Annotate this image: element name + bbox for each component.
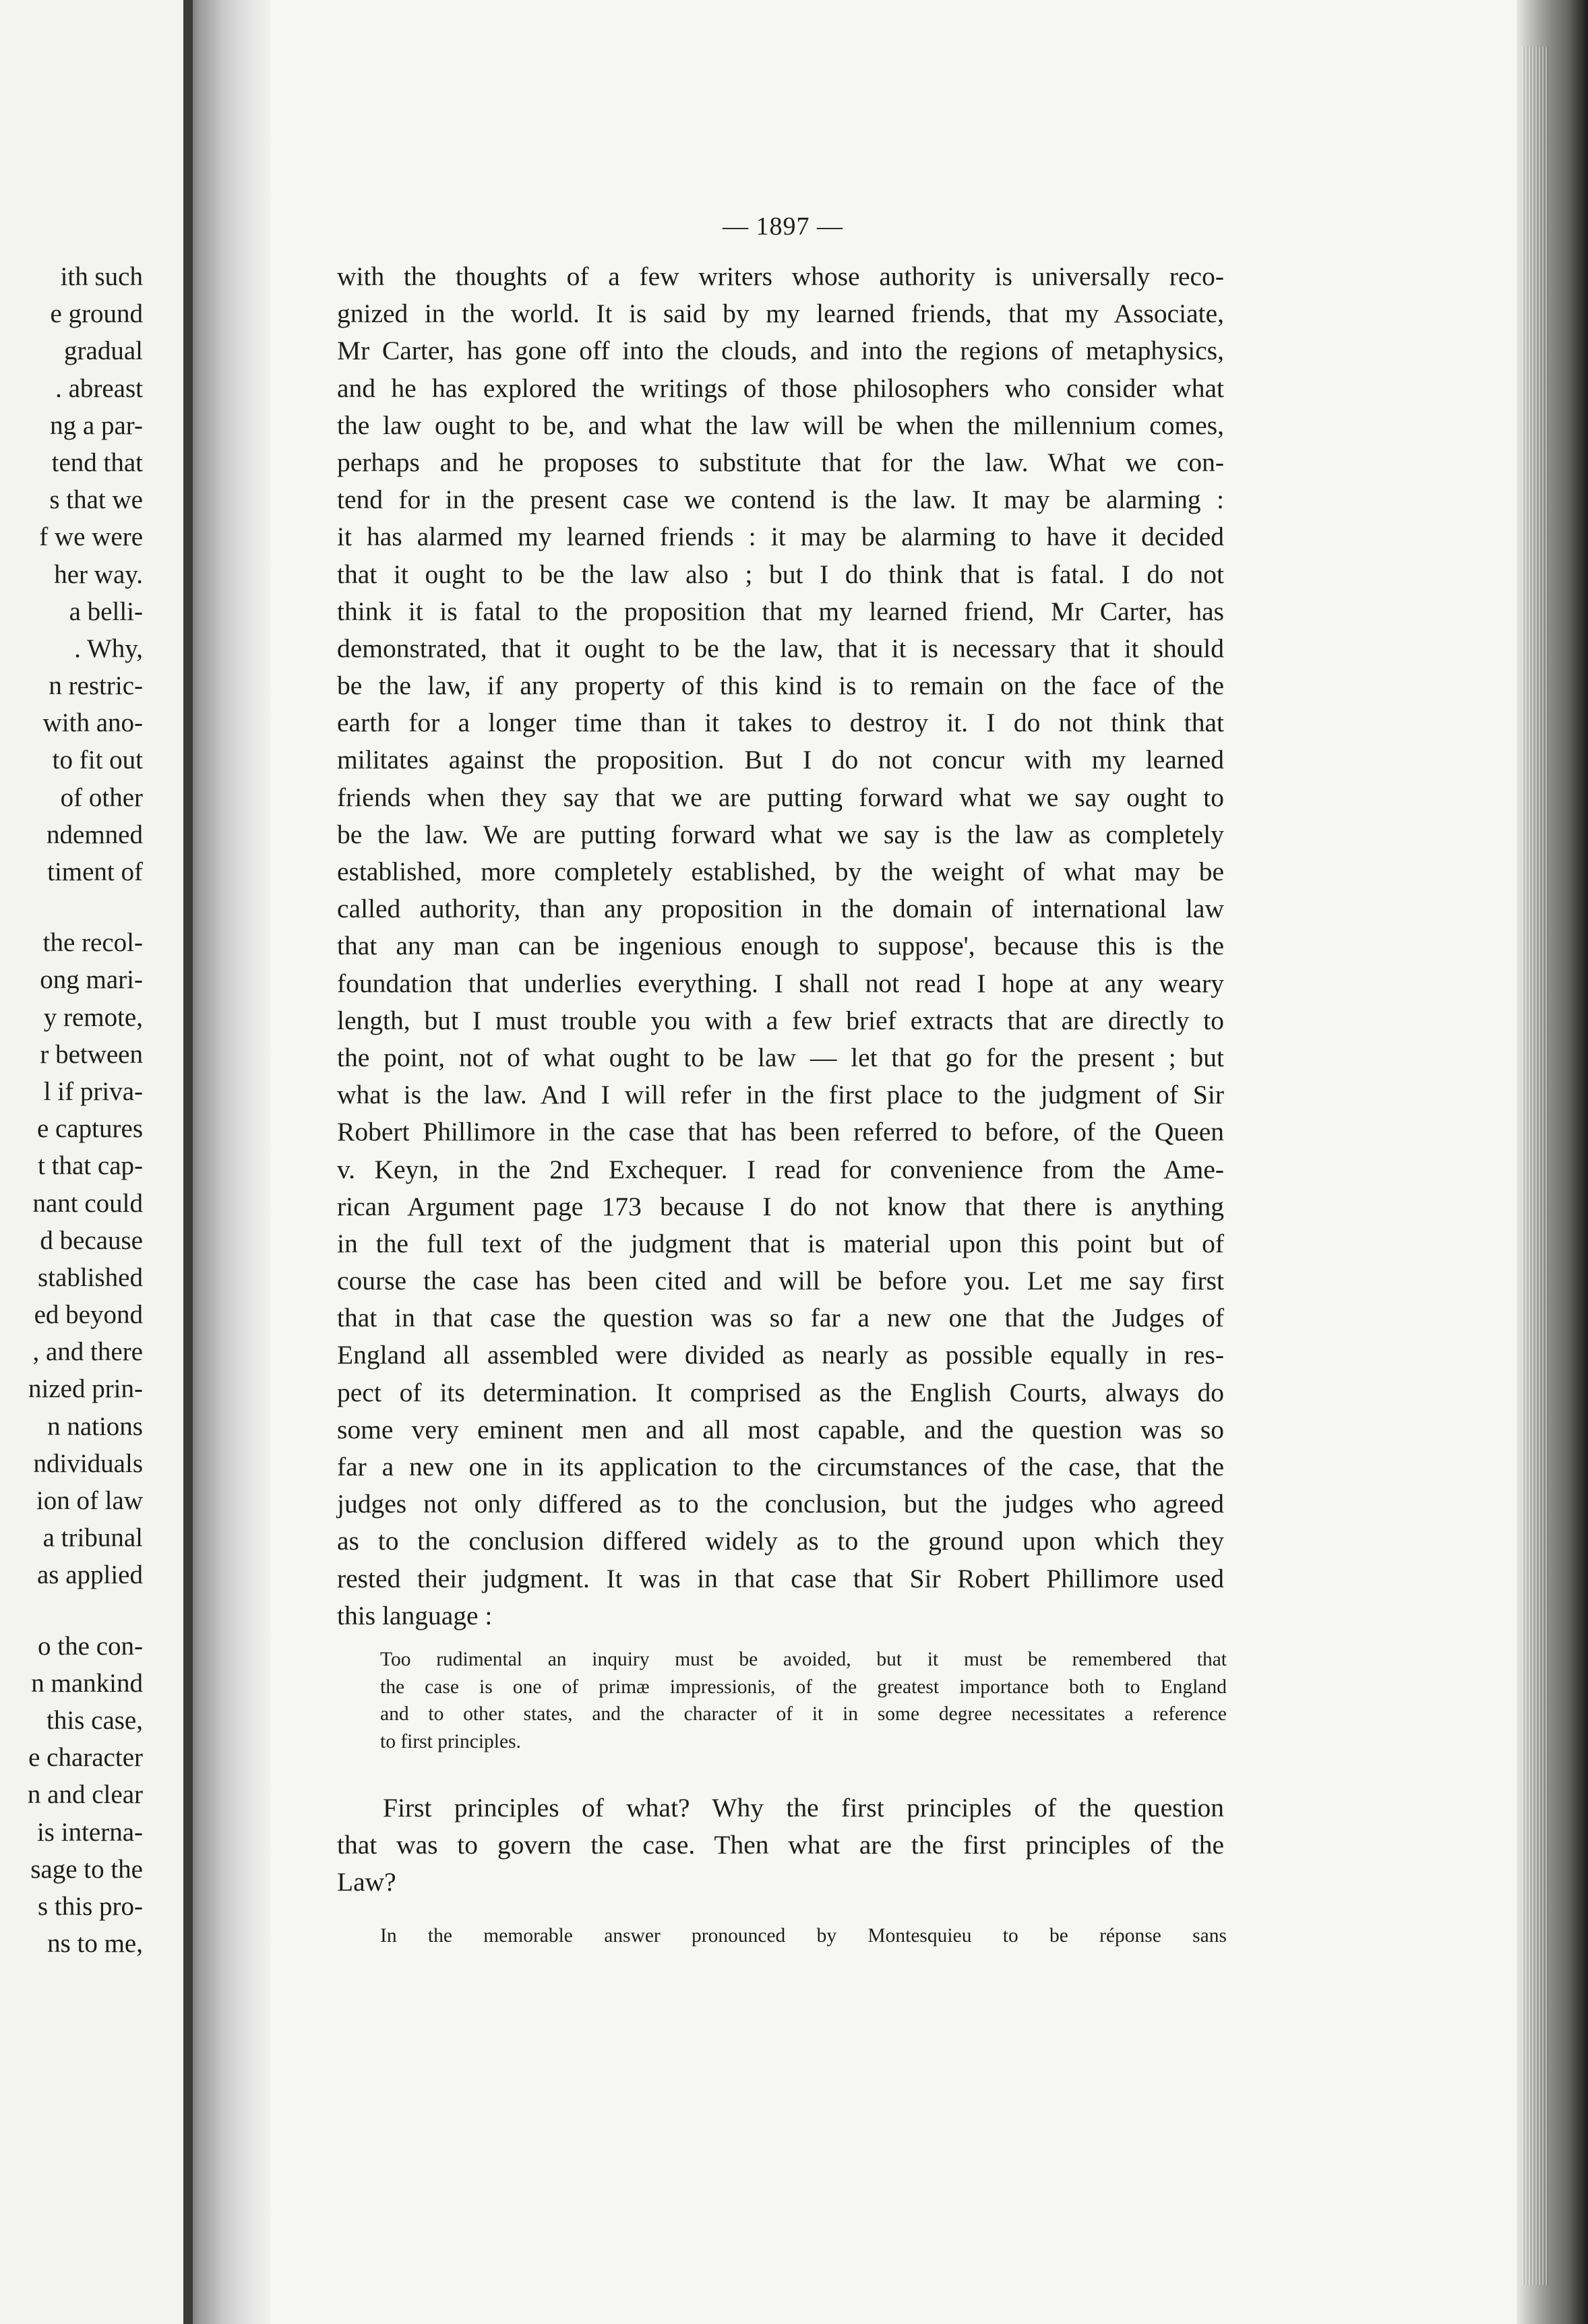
body-text-line: in the full text of the judgment that is material upon this point but of bbox=[337, 1228, 1224, 1258]
body-text-line: foundation that underlies everything. I shall not read I hope at any weary bbox=[337, 968, 1224, 998]
left-fragment-line: sage to the bbox=[30, 1854, 143, 1884]
left-fragment-line: e ground bbox=[50, 299, 143, 329]
quote-line: Too rudimental an inquiry must be avoided, but it must be remembered that bbox=[380, 1649, 1227, 1670]
left-fragment-line: stablished bbox=[38, 1262, 143, 1292]
left-fragment-line: f we were bbox=[39, 522, 143, 552]
left-fragment-line: e captures bbox=[37, 1114, 143, 1144]
left-fragment-line: as applied bbox=[36, 1560, 143, 1590]
body-text-line: that in that case the question was so far a new one that the Judges of bbox=[337, 1303, 1224, 1333]
left-fragment-line: d because bbox=[40, 1225, 143, 1255]
left-fragment-line: is interna- bbox=[36, 1817, 143, 1847]
left-fragment-line: a tribunal bbox=[42, 1523, 143, 1553]
left-fragment-line: her way. bbox=[54, 559, 143, 589]
body-text-line: pect of its determination. It comprised as the English Courts, always do bbox=[337, 1377, 1224, 1407]
left-fragment-line: ns to me, bbox=[47, 1929, 143, 1959]
left-fragment-line: gradual bbox=[64, 336, 143, 366]
left-fragment-line: ng a par- bbox=[50, 410, 143, 440]
gutter-fold bbox=[183, 0, 193, 2324]
left-fragment-line: r between bbox=[40, 1039, 143, 1069]
after-text-line: Law? bbox=[337, 1867, 396, 1897]
left-fragment-line: n restric- bbox=[49, 671, 143, 701]
left-fragment-line: o the con- bbox=[38, 1631, 143, 1661]
quote-line: and to other states, and the character of it in some degree necessitates a reference bbox=[380, 1703, 1227, 1725]
body-text-line: it has alarmed my learned friends : it may be alarming to have it decided bbox=[337, 522, 1224, 552]
left-fragment-line: timent of bbox=[47, 857, 143, 886]
left-fragment-line: ong mari- bbox=[40, 965, 143, 995]
body-text-line: friends when they say that we are putting forward what we say ought to bbox=[337, 782, 1224, 812]
body-text-line: militates against the proposition. But I do not concur with my learned bbox=[337, 745, 1224, 775]
body-text-line: demonstrated, that it ought to be the law, that it is necessary that it should bbox=[337, 633, 1224, 663]
left-fragment-line: y remote, bbox=[43, 1002, 143, 1032]
body-text-line: far a new one in its application to the circumstances of the case, that the bbox=[337, 1452, 1224, 1481]
left-fragment-line: , and there bbox=[32, 1337, 143, 1367]
body-text-line: the law ought to be, and what the law will be when the millennium comes, bbox=[337, 410, 1224, 440]
body-text-line: tend for in the present case we contend is the law. It may be alarming : bbox=[337, 485, 1224, 515]
body-text-line: gnized in the world. It is said by my learned friends, that my Associate, bbox=[337, 299, 1224, 329]
following-paragraph bbox=[337, 1790, 1224, 1901]
left-fragment-line: a belli- bbox=[69, 597, 143, 626]
left-fragment-line: the recol- bbox=[42, 928, 143, 958]
body-text-line: v. Keyn, in the 2nd Exchequer. I read for convenience from the Ame- bbox=[337, 1154, 1224, 1184]
body-text-line: course the case has been cited and will be before you. Let me say first bbox=[337, 1266, 1224, 1296]
book-gutter-shadow bbox=[183, 0, 271, 2324]
body-text-line: perhaps and he proposes to substitute that for the law. What we con- bbox=[337, 447, 1224, 477]
left-fragment-line: this case, bbox=[47, 1705, 143, 1735]
left-fragment-line: l if priva- bbox=[43, 1076, 143, 1106]
left-fragment-line: n and clear bbox=[27, 1780, 143, 1810]
body-text-line: judges not only differed as to the conclusion, but the judges who agreed bbox=[337, 1489, 1224, 1519]
left-fragment-line: ion of law bbox=[36, 1486, 143, 1515]
body-text-line: Robert Phillimore in the case that has been referred to before, of the Queen bbox=[337, 1117, 1224, 1147]
body-text-line: the point, not of what ought to be law — let that go for the present ; but bbox=[337, 1042, 1224, 1072]
after-text-line: that was to govern the case. Then what are the first principles of the bbox=[337, 1830, 1224, 1860]
body-text-line: and he has explored the writings of those philosophers who consider what bbox=[337, 373, 1224, 403]
body-text-line: length, but I must trouble you with a few brief extracts that are directly to bbox=[337, 1005, 1224, 1035]
left-fragment-line bbox=[0, 1594, 143, 1628]
body-text-line: England all assembled were divided as nearly as possible equally in res- bbox=[337, 1340, 1224, 1370]
quote-line: the case is one of primæ impressionis, of the greatest importance both to England bbox=[380, 1676, 1227, 1698]
left-fragment-line: ith such bbox=[60, 262, 143, 291]
body-text-line: Mr Carter, has gone off into the clouds, and into the regions of metaphysics, bbox=[337, 336, 1224, 366]
body-text-line: that it ought to be the law also ; but I do think that is fatal. I do not bbox=[337, 559, 1224, 589]
left-fragment-line: to fit out bbox=[52, 745, 143, 775]
body-text-line: some very eminent men and all most capable, and the question was so bbox=[337, 1414, 1224, 1444]
body-text-line: what is the law. And I will refer in the first place to the judgment of Sir bbox=[337, 1080, 1224, 1110]
quote-line: to first principles. bbox=[380, 1730, 521, 1752]
body-text-line: think it is fatal to the proposition that my learned friend, Mr Carter, has bbox=[337, 596, 1224, 626]
body-text-line: be the law, if any property of this kind is to remain on the face of the bbox=[337, 671, 1224, 701]
body-text-line: called authority, than any proposition in the domain of international law bbox=[337, 894, 1224, 924]
body-paragraph bbox=[337, 258, 1224, 1634]
left-fragment-line: tend that bbox=[51, 448, 143, 477]
left-fragment-line: nized prin- bbox=[28, 1374, 143, 1404]
left-fragment-line: s this pro- bbox=[38, 1891, 143, 1921]
page-number: — 1897 — bbox=[723, 212, 843, 241]
left-fragment-line: s that we bbox=[49, 485, 143, 515]
page-stack-lines bbox=[1522, 47, 1549, 2285]
body-text-line: as to the conclusion differed widely as to the ground upon which they bbox=[337, 1526, 1224, 1556]
left-fragment-line: with ano- bbox=[42, 708, 143, 738]
footnote-line: In the memorable answer pronounced by Montesquieu to be réponse sans bbox=[380, 1925, 1227, 1947]
body-text-line: rested their judgment. It was in that case that Sir Robert Phillimore used bbox=[337, 1563, 1224, 1593]
left-fragment-line: n mankind bbox=[31, 1668, 143, 1698]
body-text-line: established, more completely established, by the weight of what may be bbox=[337, 857, 1224, 886]
after-text-line: First principles of what? Why the first principles of the question bbox=[383, 1793, 1224, 1823]
left-fragment-line: ed beyond bbox=[34, 1300, 143, 1330]
block-quote bbox=[380, 1646, 1227, 1755]
left-fragment-line: of other bbox=[60, 783, 143, 812]
left-fragment-line bbox=[0, 890, 143, 924]
left-fragment-line: . Why, bbox=[74, 634, 143, 663]
body-text-line: earth for a longer time than it takes to destroy it. I do not think that bbox=[337, 708, 1224, 738]
body-text-line: rican Argument page 173 because I do not know that there is anything bbox=[337, 1191, 1224, 1221]
body-text-line: with the thoughts of a few writers whose authority is universally reco- bbox=[337, 262, 1224, 291]
left-fragment-line: nant could bbox=[32, 1188, 143, 1218]
body-text-line: that any man can be ingenious enough to suppose', because this is the bbox=[337, 931, 1224, 961]
body-text-line: be the law. We are putting forward what we say is the law as completely bbox=[337, 819, 1224, 849]
left-fragment-line: e character bbox=[28, 1743, 143, 1773]
left-facing-page bbox=[0, 0, 183, 2324]
left-fragment-line: n nations bbox=[47, 1411, 143, 1441]
left-fragment-line: ndividuals bbox=[33, 1448, 143, 1478]
body-text-line: this language : bbox=[337, 1600, 493, 1630]
left-fragment-line: ndemned bbox=[47, 820, 143, 849]
left-fragment-line: . abreast bbox=[55, 373, 143, 403]
left-fragment-line: t that cap- bbox=[38, 1151, 143, 1181]
left-page-text-fragments bbox=[0, 258, 143, 1962]
